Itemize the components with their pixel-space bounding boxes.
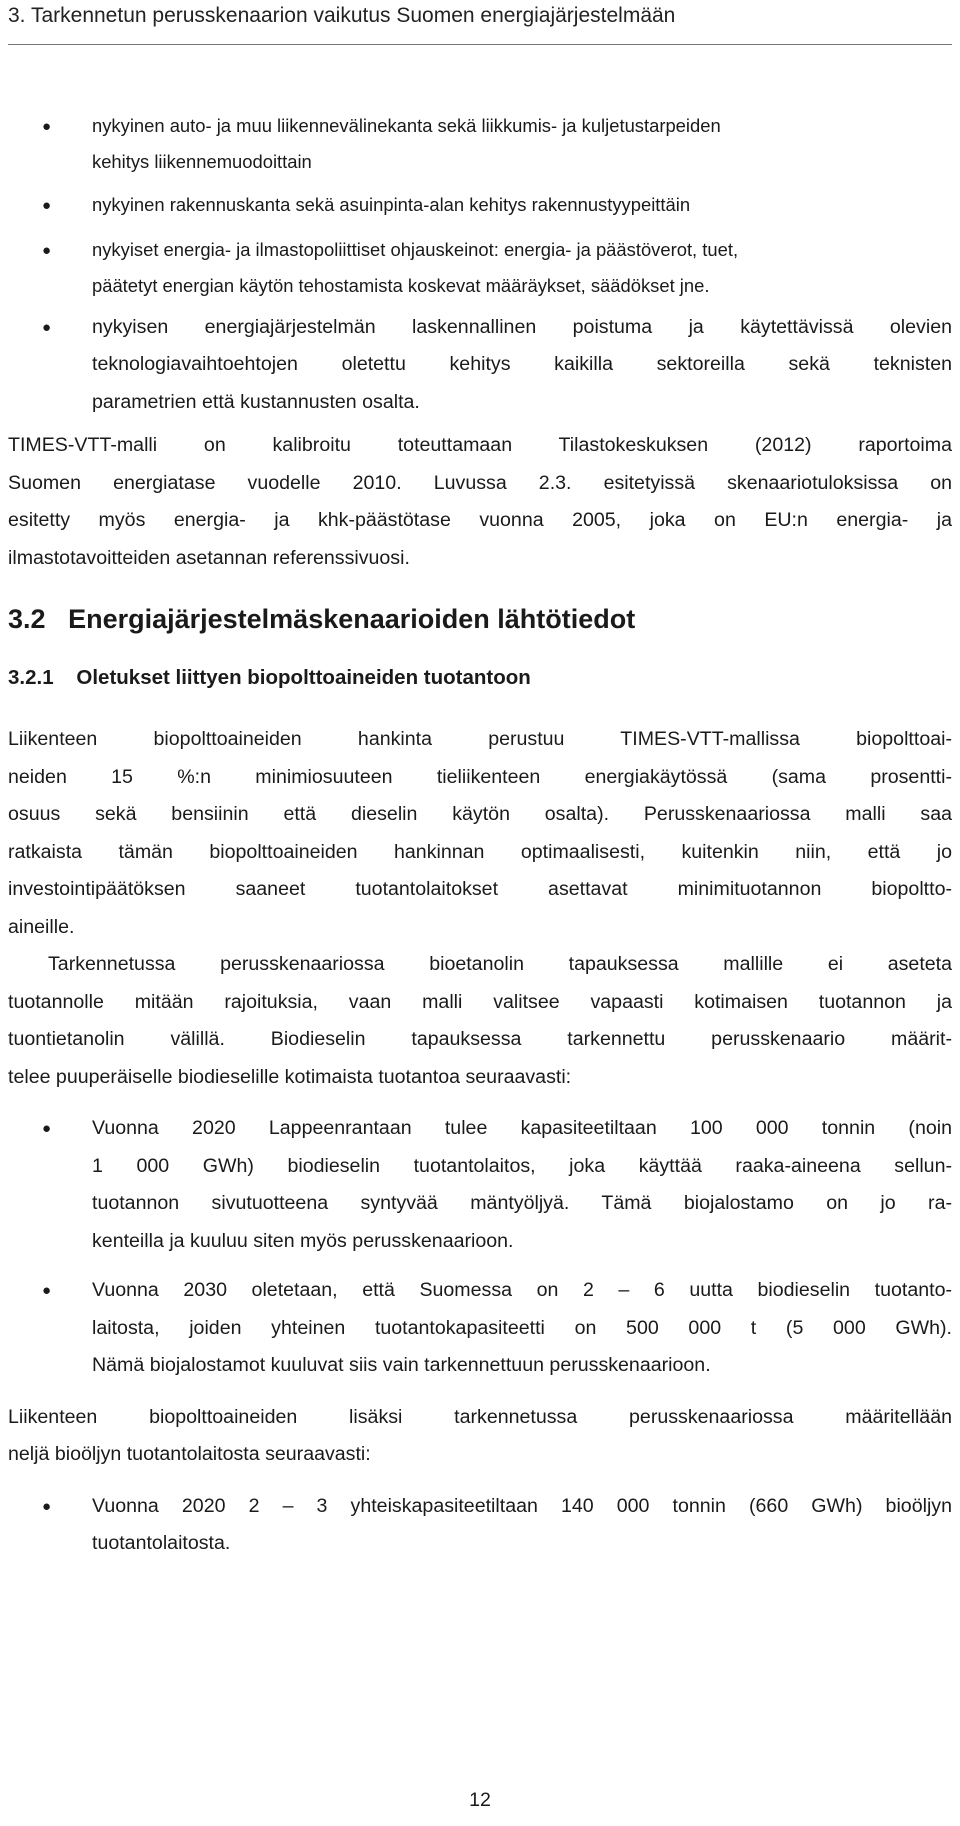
header-divider (8, 44, 952, 45)
list-item: ● nykyinen auto- ja muu liikennevälinekanta sekä liikkumis- ja kuljetustarpeiden kehitys liikennemuodoittain (8, 108, 952, 180)
bullet-icon: ● (42, 318, 52, 336)
list-item: ● nykyinen rakennuskanta sekä asuinpinta-alan kehitys rakennustyypeittäin (8, 187, 952, 225)
bullet-list-bio-oil (8, 1488, 952, 1563)
list-item: ● nykyiset energia- ja ilmastopoliittiset ohjauskeinot: energia- ja päästöverot, tuet, päätetyt energian käytön tehostamista koskevat määräykset, säädökset jne. (8, 232, 952, 304)
bullet-icon: ● (42, 1282, 52, 1299)
paragraph-biofuel-procurement: Liikenteen biopolttoaineiden hankinta perustuu TIMES-VTT-mallissa biopolttoai- neiden 15 %:n minimiosuuteen tieliikenteen energiakäytössä (sama prosentti- osuus sekä bensiinin että dieselin käytön osalta). Perusskenaariossa malli saa ratkaista tämän biopolttoaineiden hankinnan optimaalisesti, kuitenkin niin, että jo investointipäätöksen saaneet tuotantolaitokset asettavat minimituotannon biopoltto- aineille. (8, 728, 952, 938)
page-content (8, 108, 952, 1563)
bullet-icon: ● (42, 1120, 52, 1137)
subsection-heading: 3.2.1 Oletukset liittyen biopolttoaineiden tuotantoon (8, 666, 531, 689)
bullet-icon: ● (42, 197, 52, 214)
paragraph-bioethanol: Tarkennetussa perusskenaariossa bioetanolin tapauksessa mallille ei aseteta tuotannolle mitään rajoituksia, vaan malli valitsee vapaasti kotimaisen tuotannon ja tuontietanolin välillä. Biodieselin tapauksessa tarkennettu perusskenaario määrit- telee puuperäiselle biodieselille kotimaista tuotantoa seuraavasti: (8, 953, 952, 1088)
bullet-icon: ● (42, 241, 52, 259)
bullet-icon: ● (42, 118, 52, 135)
list-item: ● Vuonna 2020 2 – 3 yhteiskapasiteetiltaan 140 000 tonnin (660 GWh) bioöljyn tuotantolaitosta. (8, 1488, 952, 1563)
section-heading: 3.2 Energiajärjestelmäskenaarioiden lähtötiedot (8, 604, 636, 634)
paragraph-bio-oil: Liikenteen biopolttoaineiden lisäksi tarkennetussa perusskenaariossa määritellään neljä bioöljyn tuotantolaitosta seuraavasti: (8, 1405, 952, 1465)
bullet-icon: ● (42, 1497, 52, 1515)
list-item: ● Vuonna 2020 Lappeenrantaan tulee kapasiteetiltaan 100 000 tonnin (noin 1 000 GWh) biodieselin tuotantolaitos, joka käyttää raaka-aineena sellun- tuotannon sivutuotteena syntyvää mäntyöljyä. Tämä biojalostamo on jo ra- kenteilla ja kuuluu siten myös perusskenaarioon. (8, 1110, 952, 1260)
list-item: ● Vuonna 2030 oletetaan, että Suomessa on 2 – 6 uutta biodieselin tuotanto- laitosta, joiden yhteinen tuotantokapasiteetti on 500 000 t (5 000 GWh). Nämä biojalostamot kuuluvat siis vain tarkennettuun perusskenaarioon. (8, 1272, 952, 1385)
page-number: 12 (469, 1789, 491, 1811)
bullet-list-assumptions (8, 108, 952, 421)
running-header: 3. Tarkennetun perusskenaarion vaikutus Suomen energiajärjestelmään (8, 4, 676, 27)
paragraph-times-vtt: TIMES-VTT-malli on kalibroitu toteuttamaan Tilastokeskuksen (2012) raportoima Suomen energiatase vuodelle 2010. Luvussa 2.3. esitetyissä skenaariotuloksissa on esitetty myös energia- ja khk-päästötase vuonna 2005, joka on EU:n energia- ja ilmastotavoitteiden asetannan referenssivuosi. (8, 434, 952, 569)
bullet-list-biodiesel (8, 1110, 952, 1385)
list-item: ● nykyisen energiajärjestelmän laskennallinen poistuma ja käytettävissä olevien teknologiavaihtoehtojen oletettu kehitys kaikilla sektoreilla sekä teknisten parametrien että kustannusten osalta. (8, 309, 952, 422)
